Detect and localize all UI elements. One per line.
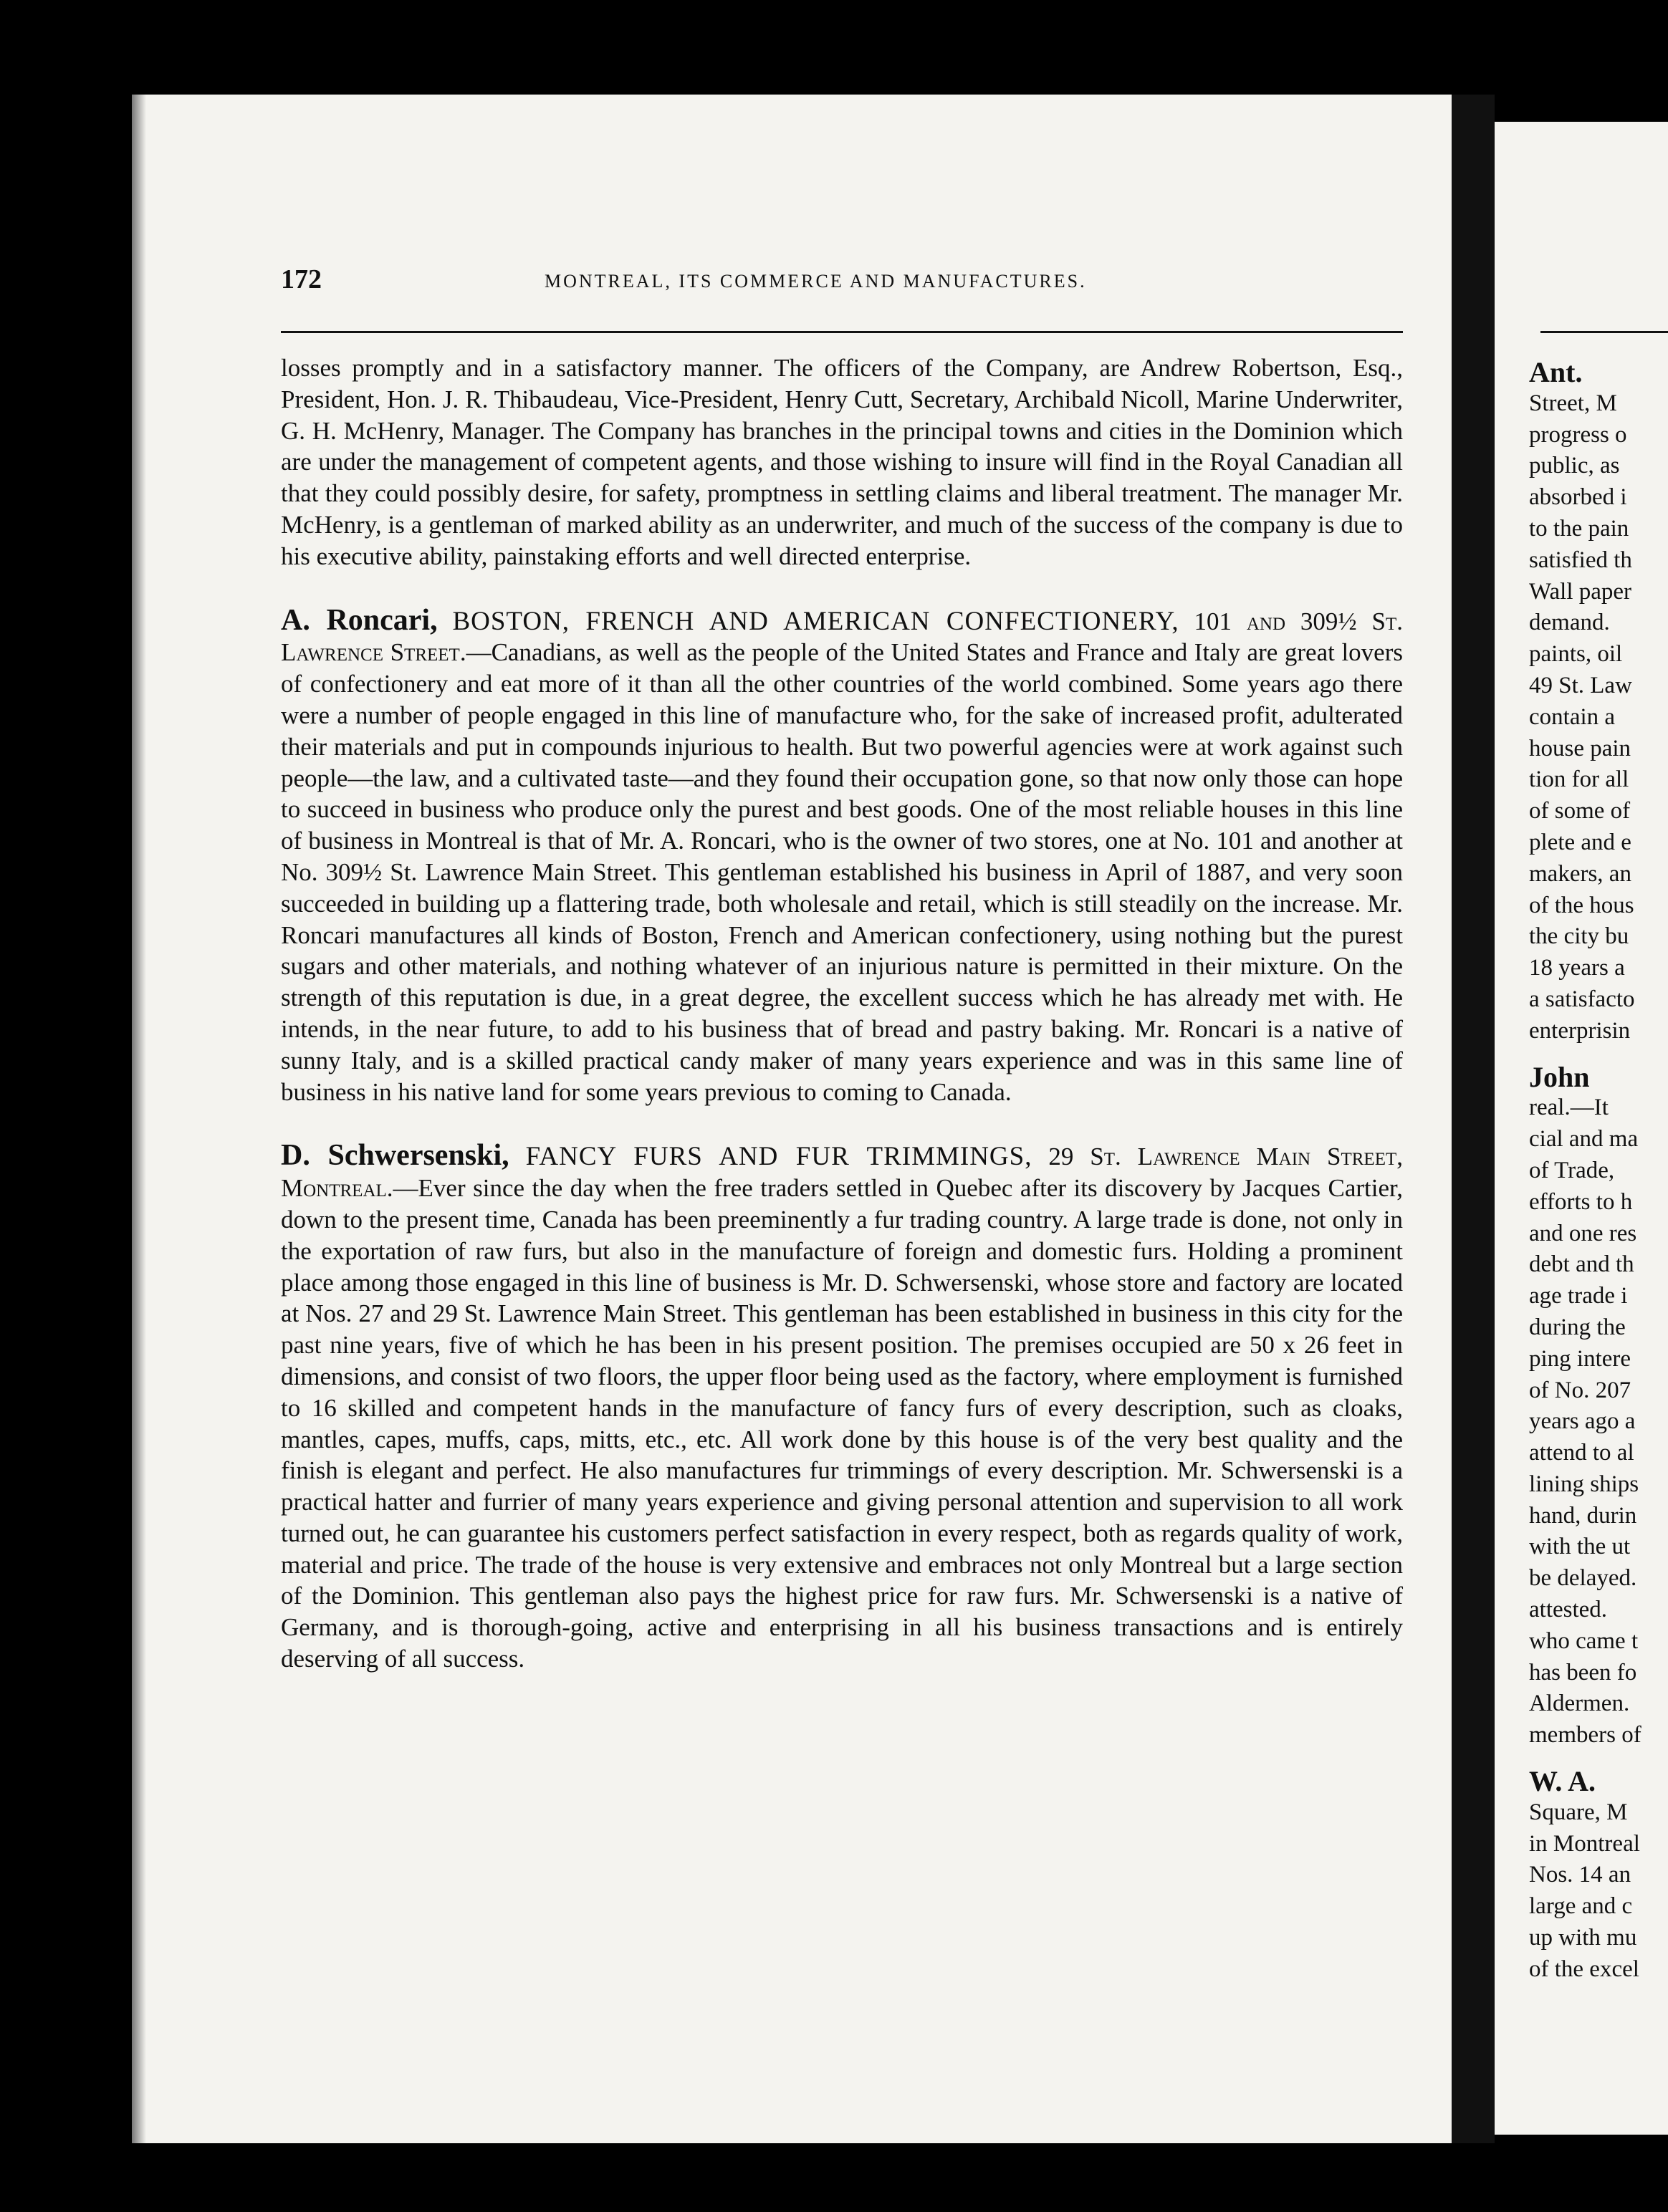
right-column-line: demand. (1529, 610, 1610, 636)
right-column-line: with the ut (1529, 1534, 1631, 1560)
right-column-line: enterprisin (1529, 1017, 1631, 1044)
right-column-line: to the pain (1529, 515, 1629, 542)
page-number: 172 (281, 264, 322, 294)
right-column-line: of some of (1529, 798, 1631, 824)
right-column-line: efforts to h (1529, 1188, 1633, 1215)
right-column-heading: Ant. (1529, 356, 1583, 388)
entry-roncari (281, 605, 1403, 1108)
right-column-line: members of (1529, 1722, 1641, 1749)
right-column-line: debt and th (1529, 1251, 1634, 1278)
right-column-line: who came t (1529, 1627, 1639, 1654)
right-column-line: real.—It (1529, 1095, 1609, 1121)
entry-name: D. Schwersenski, (281, 1139, 509, 1173)
right-column-line: of No. 207 (1529, 1377, 1631, 1403)
right-column-line: progress o (1529, 421, 1627, 448)
right-column-line: be delayed. (1529, 1565, 1637, 1592)
right-column-line: contain a (1529, 703, 1616, 730)
right-column-line: of Trade, (1529, 1157, 1615, 1183)
paragraph-royal-canadian-continued: losses promptly and in a satisfactory manner. The officers of the Company, are Andrew Robertson, Esq., President, Hon. J. R. Thibaudeau, Vice-President, Henry Cutt, Secretary, Archibald Nicoll, Marine Underwriter, G. H. McHenry, Manager. The Company has branches in the principal towns and cities in the Dominion which are under the management of competent agents, and those wishing to insure will find in the Royal Canadian all that they could possibly desire, for safety, promptness in settling claims and liberal treatment. The manager Mr. McHenry, is a gentleman of marked ability as an underwriter, and much of the success of the company is due to his executive ability, painstaking efforts and well directed enterprise. (281, 354, 1403, 570)
right-column-line: ping intere (1529, 1345, 1631, 1372)
right-column-line: house pain (1529, 735, 1631, 761)
right-column-gap (1529, 1047, 1668, 1062)
right-page-text-column (1529, 357, 1668, 1986)
right-column-line: years ago a (1529, 1408, 1636, 1435)
right-column-line: Aldermen. (1529, 1691, 1630, 1717)
right-column-line: public, as (1529, 453, 1620, 479)
right-column-line: 49 St. Law (1529, 672, 1632, 698)
right-column-line: attend to al (1529, 1440, 1634, 1466)
right-column-line: plete and e (1529, 829, 1631, 855)
right-column-line: a satisfacto (1529, 986, 1635, 1012)
right-column-line: during the (1529, 1314, 1626, 1340)
right-column-line: attested. (1529, 1597, 1608, 1623)
right-column-line: up with mu (1529, 1925, 1637, 1951)
right-column-line: large and c (1529, 1893, 1633, 1920)
right-column-line: absorbed i (1529, 484, 1627, 511)
entry-address: 29 St. Lawrence Main Street, Montreal. (281, 1143, 1403, 1203)
right-column-line: Nos. 14 an (1529, 1862, 1631, 1888)
entry-trade: FANCY FURS AND FUR TRIMMINGS, (525, 1142, 1032, 1172)
entry-trade: BOSTON, FRENCH AND AMERICAN CONFECTIONERY, (452, 606, 1179, 636)
right-column-line: of the hous (1529, 892, 1634, 918)
entry-address: 101 and 309½ St. Lawrence Street. (281, 607, 1403, 667)
right-column-line: satisfied th (1529, 547, 1632, 573)
running-head: MONTREAL, ITS COMMERCE AND MANUFACTURES. (545, 271, 1087, 292)
main-text-column (281, 352, 1403, 1675)
right-column-line: age trade i (1529, 1283, 1628, 1309)
right-column-line: tion for all (1529, 766, 1629, 793)
book-gutter (1452, 95, 1495, 2143)
right-column-line: and one res (1529, 1220, 1637, 1246)
right-column-heading: W. A. (1529, 1765, 1596, 1798)
right-column-heading: John (1529, 1060, 1590, 1093)
page-edge-shadow (132, 95, 146, 2143)
right-column-line: makers, an (1529, 860, 1631, 887)
right-page-header-rule (1540, 331, 1668, 333)
right-column-line: in Montreal (1529, 1830, 1640, 1857)
right-column-line: Wall paper (1529, 578, 1632, 605)
right-column-line: cial and ma (1529, 1126, 1639, 1153)
entry-body: —Ever since the day when the free traders settled in Quebec after its discovery by Jacques Cartier, down to the present time, Canada has been preeminently a fur trading country. A large trade is done, not only in the exportation of raw furs, but also in the manufacture of foreign and domestic furs. Holding a prominent place among those engaged in this line of business is Mr. D. Schwersenski, whose store and factory are located at Nos. 27 and 29 St. Lawrence Main Street. This gentleman has been established in business in this city for the past nine years, five of which he has been in his present position. The premises occupied are 50 x 26 feet in dimensions, and consist of two floors, the upper floor being used as the factory, where employment is furnished to 16 skilled and competent hands in the manufacture of fancy furs of every description, such as cloaks, mantles, capes, muffs, caps, mitts, etc., etc. All work done by this house is of the very best quality and the finish is elegant and perfect. He also manufactures fur trimmings of every description. Mr. Schwersenski is a practical hatter and furrier of many years experience and giving personal attention and supervision to all work turned out, he can guarantee his customers perfect satisfaction in every respect, both as regards quality of work, material and price. The trade of the house is very extensive and embraces not only Montreal but a large section of the Dominion. This gentleman also pays the highest price for raw furs. Mr. Schwersenski is a native of Germany, and is thorough-going, active and enterprising in all his business transactions and is entirely deserving of all success. (281, 1174, 1403, 1673)
right-column-line: of the excel (1529, 1956, 1639, 1982)
right-column-line: paints, oil (1529, 641, 1623, 668)
right-column-line: lining ships (1529, 1471, 1639, 1497)
entry-body: —Canadians, as well as the people of the United States and France and Italy are great lovers of confectionery and eat more of it than all the other countries of the world combined. Some years ago there were a number of people engaged in this line of manufacture who, for the sake of increased profit, adulterated their materials and put in compounds injurious to health. But two powerful agencies were at work against such people—the law, and a cultivated taste—and they found their occupation gone, so that now only those can hope to succeed in business who produce only the purest and best goods. One of the most reliable houses in this line of business in Montreal is that of Mr. A. Roncari, who is the owner of two stores, one at No. 101 and another at No. 309½ St. Lawrence Main Street. This gentleman established his business in April of 1887, and very soon succeeded in building up a flattering trade, both wholesale and retail, which is still steadily on the increase. Mr. Roncari manufactures all kinds of Boston, French and American confectionery, using nothing but the purest sugars and other materials, and nothing whatever of an injurious nature is permitted in their mixture. On the strength of this reputation is due, in a great degree, the excellent success which he has already met with. He intends, in the near future, to add to his business that of bread and pastry baking. Mr. Roncari is a native of sunny Italy, and is a skilled practical candy maker of many years experience and was in this same line of business in his native land for some years previous to coming to Canada. (281, 638, 1403, 1106)
header-rule (281, 331, 1403, 333)
right-column-line: Street, M (1529, 390, 1617, 416)
entry-schwersenski (281, 1140, 1403, 1675)
right-column-gap (1529, 1751, 1668, 1766)
right-column-line: the city bu (1529, 923, 1629, 950)
right-column-line: 18 years a (1529, 955, 1625, 981)
right-column-line: Square, M (1529, 1799, 1628, 1825)
right-column-line: hand, durin (1529, 1502, 1637, 1529)
right-column-line: has been fo (1529, 1659, 1637, 1686)
entry-name: A. Roncari, (281, 603, 438, 637)
